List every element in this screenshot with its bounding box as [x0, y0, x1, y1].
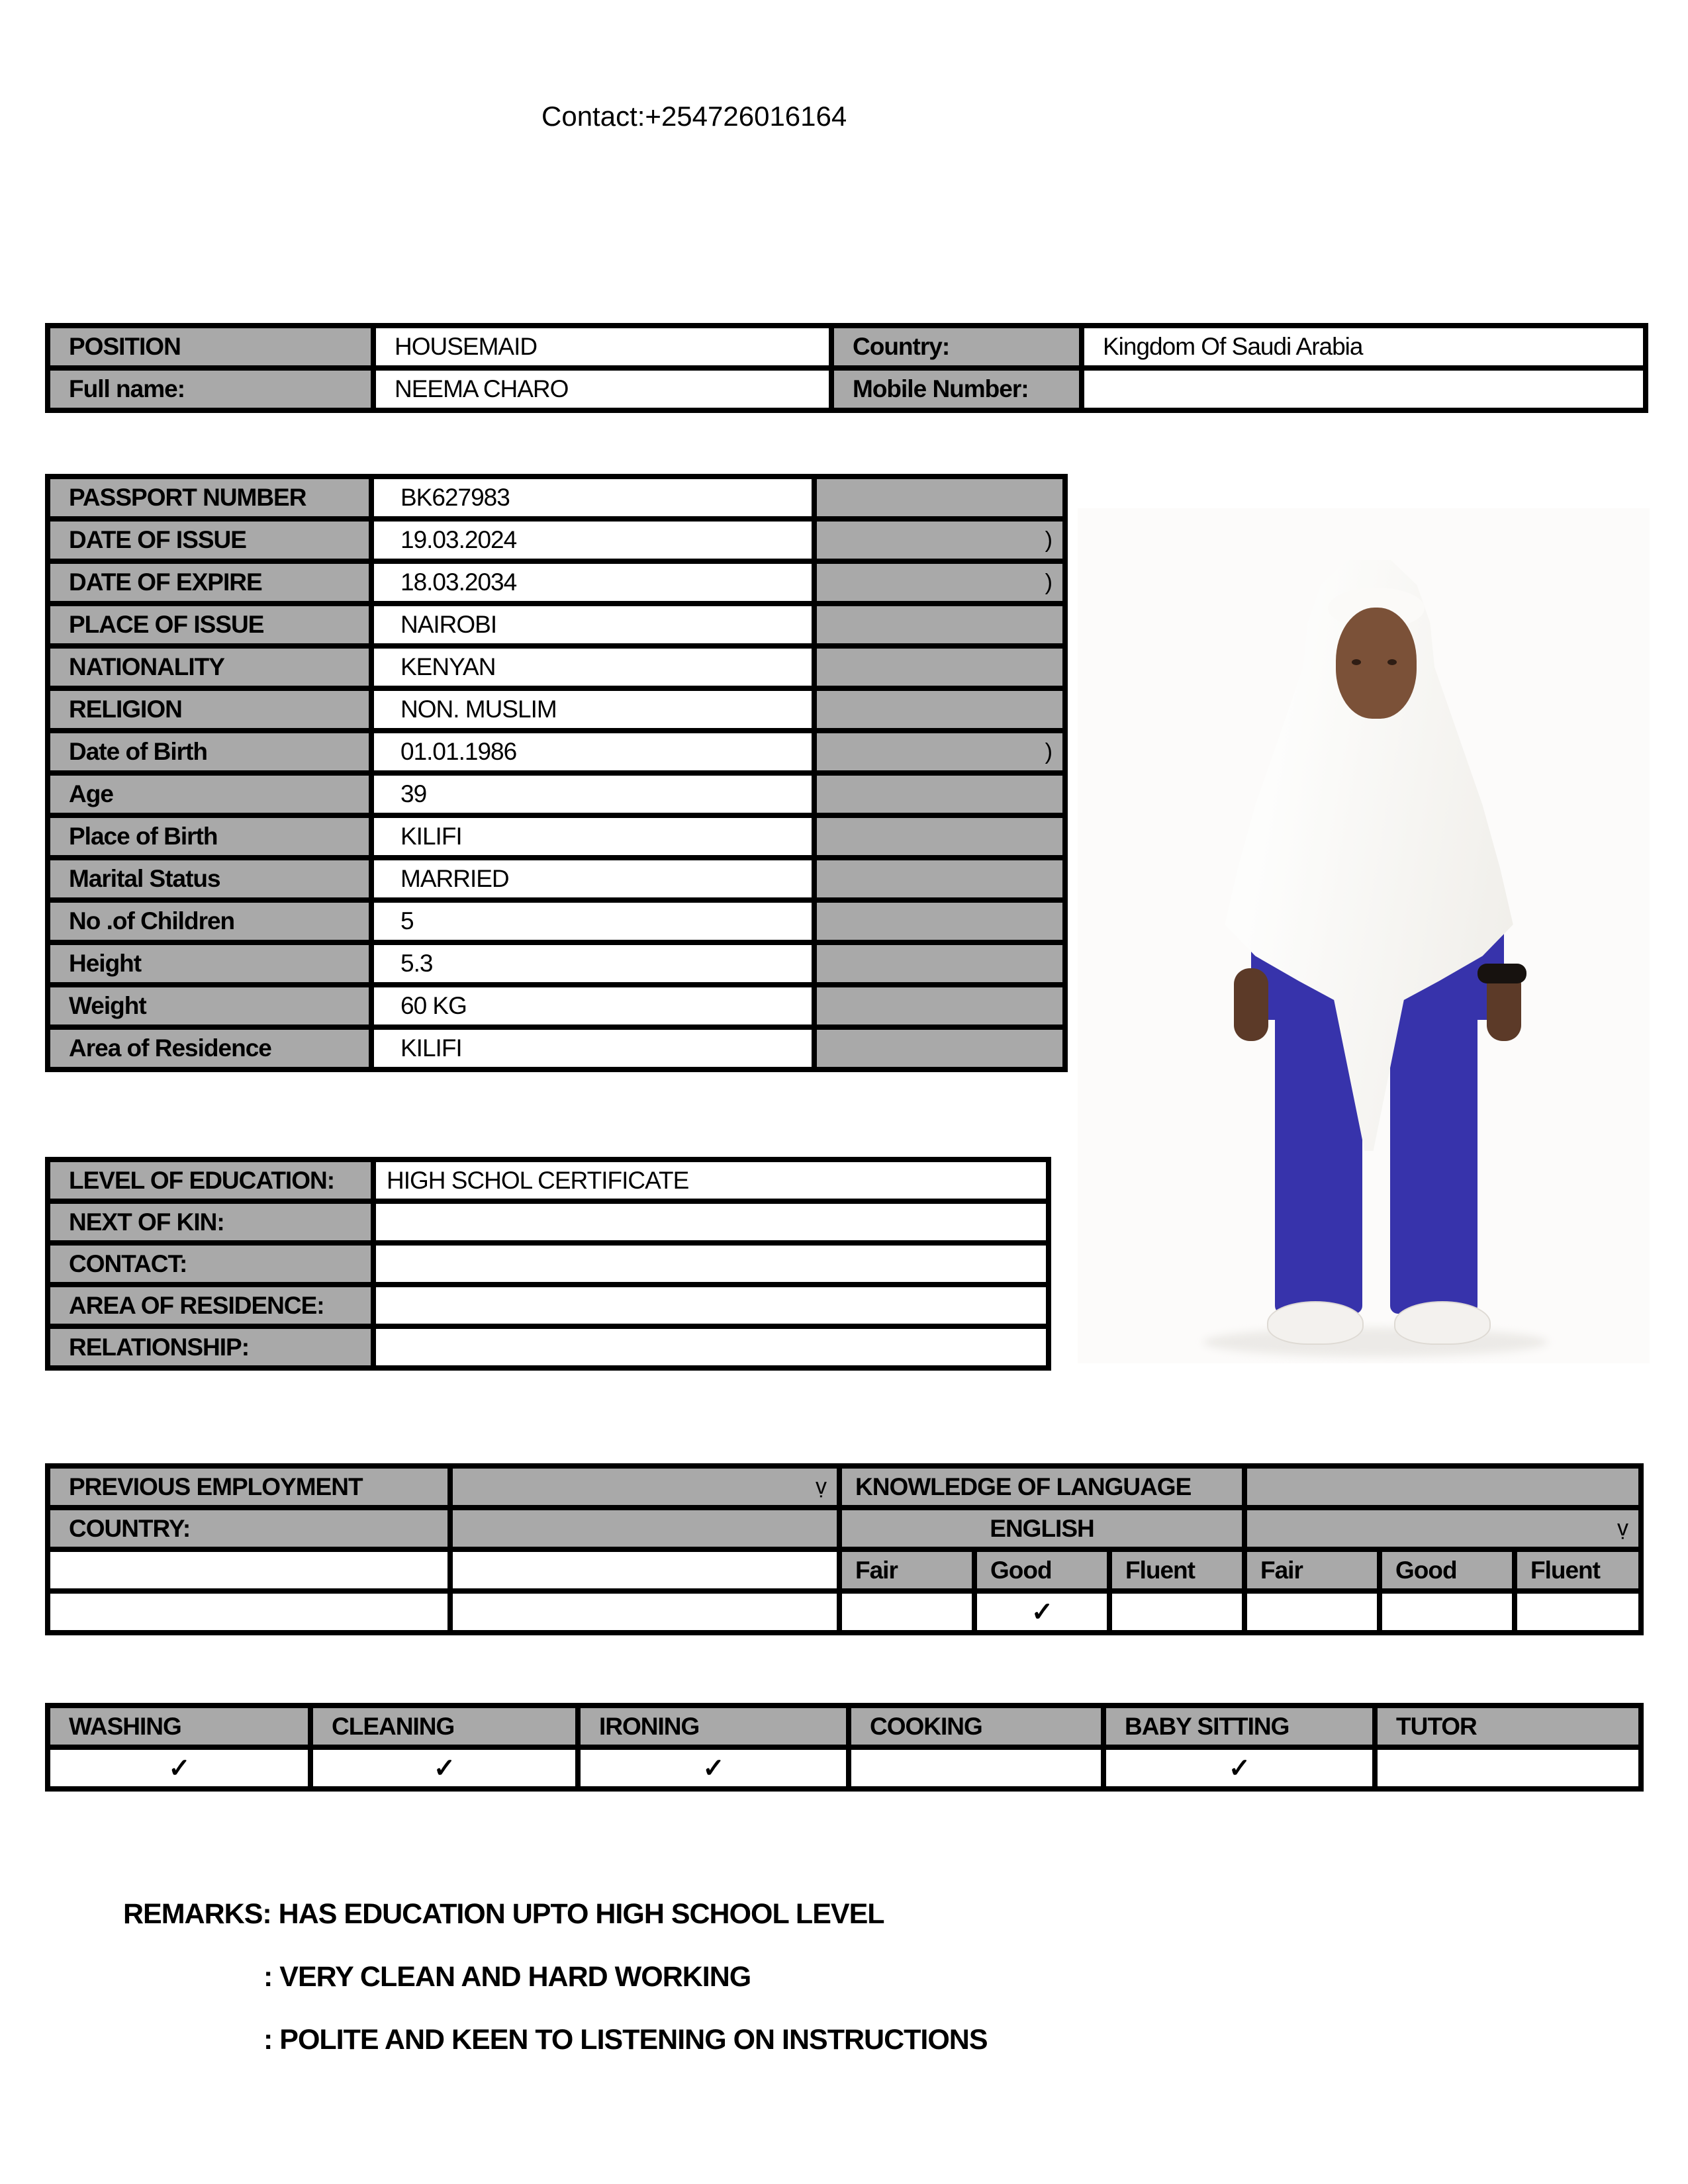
religion-label: RELIGION: [50, 691, 369, 728]
cleaning-header: CLEANING: [313, 1708, 575, 1745]
english-good-checkmark: ✓: [977, 1594, 1107, 1630]
ironing-header: IRONING: [581, 1708, 846, 1745]
shoe-left: [1267, 1301, 1364, 1345]
stray-mark: [817, 776, 1062, 813]
passport-table: [45, 474, 1068, 1072]
kin-residence-label: AREA OF RESIDENCE:: [50, 1287, 371, 1324]
tutor-checkmark: [1378, 1750, 1638, 1786]
english-fluent-header: Fluent: [1112, 1552, 1242, 1588]
employment-cell-empty: [50, 1552, 447, 1588]
arabic-fluent-header: Fluent: [1517, 1552, 1638, 1588]
remarks-line-3: : POLITE AND KEEN TO LISTENING ON INSTRUCTIONS: [263, 2024, 988, 2056]
height-label: Height: [50, 945, 369, 982]
cleaning-checkmark: ✓: [313, 1750, 575, 1786]
remarks-section: [123, 1883, 988, 2071]
english-good-header: Good: [977, 1552, 1107, 1588]
shoe-right: [1394, 1301, 1491, 1345]
mobile-number-value: [1084, 371, 1643, 408]
ironing-checkmark: ✓: [581, 1750, 846, 1786]
children-value: 5: [374, 903, 812, 940]
hand-left: [1234, 968, 1268, 1041]
washing-header: WASHING: [50, 1708, 308, 1745]
arabic-fair-header: Fair: [1247, 1552, 1377, 1588]
level-of-education-value: HIGH SCHOL CERTIFICATE: [376, 1162, 1046, 1199]
kin-residence-value: [376, 1287, 1046, 1324]
candidate-photo: [1078, 508, 1650, 1363]
stray-mark: ): [817, 564, 1062, 601]
stray-mark: [817, 1030, 1062, 1067]
arabic-good-cell: [1382, 1594, 1512, 1630]
nationality-label: NATIONALITY: [50, 649, 369, 686]
stray-mark: ): [817, 522, 1062, 559]
skills-table: [45, 1703, 1644, 1792]
date-of-expire-value: 18.03.2034: [374, 564, 812, 601]
residence-label: Area of Residence: [50, 1030, 369, 1067]
remarks-line-2: : VERY CLEAN AND HARD WORKING: [263, 1961, 751, 1993]
wristwatch: [1477, 964, 1526, 983]
employment-cell-empty: [50, 1594, 447, 1630]
relationship-label: RELATIONSHIP:: [50, 1329, 371, 1365]
arabic-fair-cell: [1247, 1594, 1377, 1630]
next-of-kin-label: NEXT OF KIN:: [50, 1204, 371, 1240]
arabic-fluent-cell: [1517, 1594, 1638, 1630]
eye-left: [1352, 659, 1361, 665]
stray-mark: [817, 818, 1062, 855]
date-of-issue-label: DATE OF ISSUE: [50, 522, 369, 559]
full-name-value: NEEMA CHARO: [376, 371, 829, 408]
place-of-birth-label: Place of Birth: [50, 818, 369, 855]
baby-sitting-checkmark: ✓: [1106, 1750, 1372, 1786]
passport-number-value: BK627983: [374, 479, 812, 516]
height-value: 5.3: [374, 945, 812, 982]
cooking-checkmark: [851, 1750, 1101, 1786]
remarks-line-1: REMARKS: HAS EDUCATION UPTO HIGH SCHOOL LEVEL: [123, 1898, 884, 1930]
position-label: POSITION: [50, 328, 371, 365]
stray-mark: [817, 987, 1062, 1024]
contact-header: Contact:+254726016164: [541, 101, 847, 132]
tutor-header: TUTOR: [1378, 1708, 1638, 1745]
position-table: [45, 323, 1648, 413]
education-table: [45, 1157, 1051, 1371]
photo-floor-shadow: [1203, 1328, 1548, 1357]
cooking-header: COOKING: [851, 1708, 1101, 1745]
stray-mark: ): [817, 733, 1062, 770]
date-of-birth-value: 01.01.1986: [374, 733, 812, 770]
stray-mark: [817, 691, 1062, 728]
employment-country-value: [453, 1510, 837, 1547]
place-of-issue-value: NAIROBI: [374, 606, 812, 643]
date-of-issue-value: 19.03.2024: [374, 522, 812, 559]
english-fair-cell: [842, 1594, 972, 1630]
marital-status-label: Marital Status: [50, 860, 369, 897]
baby-sitting-header: BABY SITTING: [1106, 1708, 1372, 1745]
stray-mark: ṿ: [453, 1469, 837, 1505]
level-of-education-label: LEVEL OF EDUCATION:: [50, 1162, 371, 1199]
stray-mark: [817, 606, 1062, 643]
relationship-value: [376, 1329, 1046, 1365]
previous-employment-label: PREVIOUS EMPLOYMENT: [50, 1469, 447, 1505]
employment-country-label: COUNTRY:: [50, 1510, 447, 1547]
employment-cell-empty: [453, 1552, 837, 1588]
religion-value: NON. MUSLIM: [374, 691, 812, 728]
date-of-expire-label: DATE OF EXPIRE: [50, 564, 369, 601]
place-of-issue-label: PLACE OF ISSUE: [50, 606, 369, 643]
stray-mark: [817, 903, 1062, 940]
uniform-leg-right: [1390, 979, 1477, 1314]
residence-value: KILIFI: [374, 1030, 812, 1067]
eye-right: [1387, 659, 1397, 665]
employment-language-table: [45, 1463, 1644, 1635]
stray-mark: [817, 860, 1062, 897]
position-value: HOUSEMAID: [376, 328, 829, 365]
english-fluent-cell: [1112, 1594, 1242, 1630]
knowledge-of-language-label: KNOWLEDGE OF LANGUAGE: [842, 1469, 1242, 1505]
place-of-birth-value: KILIFI: [374, 818, 812, 855]
stray-mark: ṿ: [1247, 1510, 1638, 1547]
children-label: No .of Children: [50, 903, 369, 940]
nationality-value: KENYAN: [374, 649, 812, 686]
country-value: Kingdom Of Saudi Arabia: [1084, 328, 1643, 365]
weight-value: 60 KG: [374, 987, 812, 1024]
weight-label: Weight: [50, 987, 369, 1024]
marital-status-value: MARRIED: [374, 860, 812, 897]
washing-checkmark: ✓: [50, 1750, 308, 1786]
country-label: Country:: [834, 328, 1079, 365]
mobile-number-label: Mobile Number:: [834, 371, 1079, 408]
age-label: Age: [50, 776, 369, 813]
english-fair-header: Fair: [842, 1552, 972, 1588]
stray-mark: [817, 479, 1062, 516]
date-of-birth-label: Date of Birth: [50, 733, 369, 770]
kin-contact-value: [376, 1246, 1046, 1282]
employment-cell-empty: [453, 1594, 837, 1630]
stray-mark: [817, 649, 1062, 686]
stray-mark: [817, 945, 1062, 982]
kin-contact-label: CONTACT:: [50, 1246, 371, 1282]
face: [1336, 608, 1417, 719]
age-value: 39: [374, 776, 812, 813]
language-header-spacer: [1247, 1469, 1638, 1505]
english-label: ENGLISH: [842, 1510, 1242, 1547]
arabic-good-header: Good: [1382, 1552, 1512, 1588]
passport-number-label: PASSPORT NUMBER: [50, 479, 369, 516]
full-name-label: Full name:: [50, 371, 371, 408]
next-of-kin-value: [376, 1204, 1046, 1240]
